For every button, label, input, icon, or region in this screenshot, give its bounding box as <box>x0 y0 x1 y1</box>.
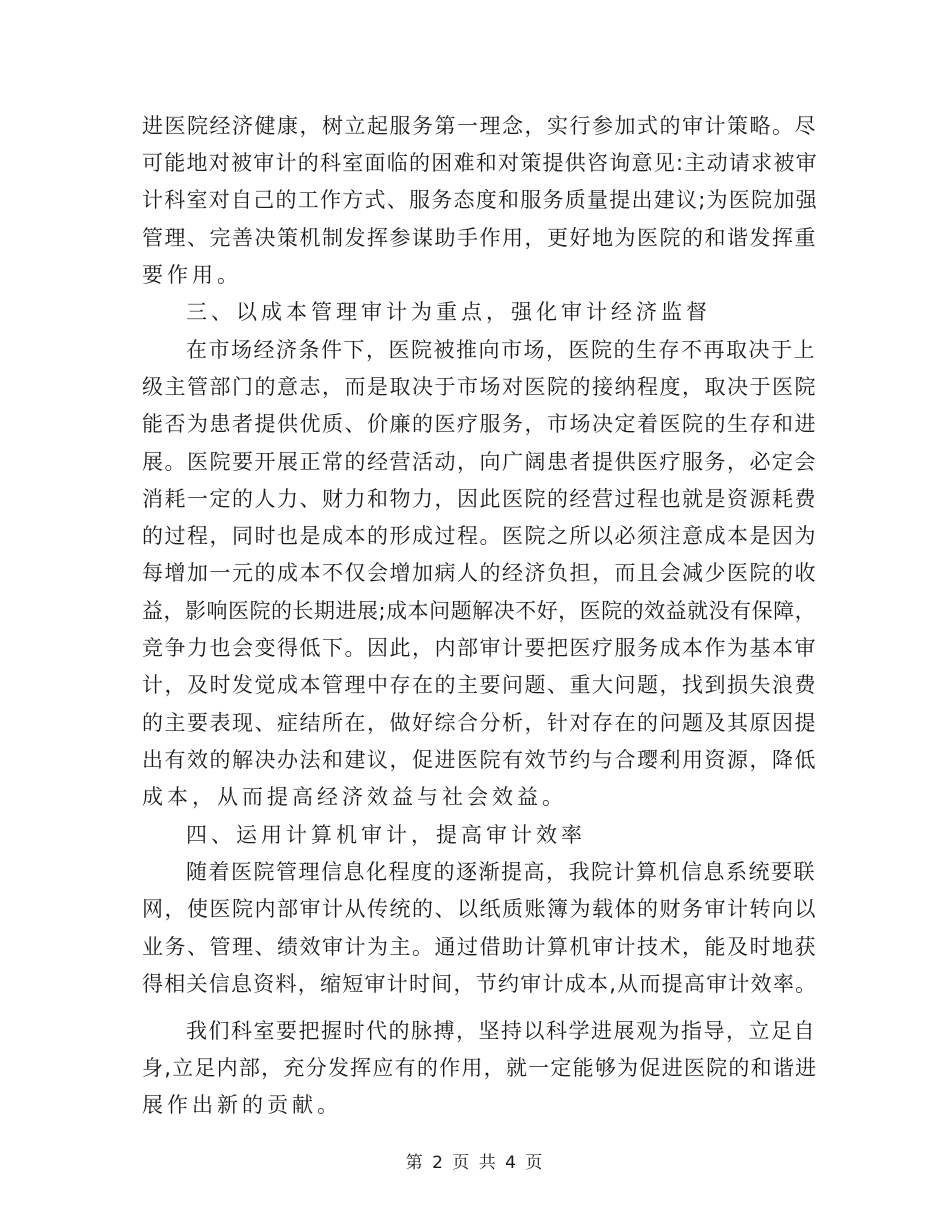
body-line: 要作用。 <box>142 263 242 287</box>
body-line: 展。医院要开展正常的经营活动，向广阔患者提供医疗服务，必定会 <box>142 450 817 474</box>
body-line: 业务、管理、绩效审计为主。通过借助计算机审计技术，能及时地获 <box>142 935 817 959</box>
footer-middle: 页 共 <box>452 1153 498 1173</box>
body-line: 出有效的解决办法和建议，促进医院有效节约与合璎利用资源，降低 <box>142 748 817 772</box>
body-line: 消耗一定的人力、财力和物力，因此医院的经营过程也就是资源耗费 <box>142 487 817 511</box>
body-line: 益，影响医院的长期进展;成本问题解决不好，医院的效益就没有保障， <box>142 599 817 623</box>
body-line: 展作出新的贡献。 <box>142 1093 342 1117</box>
section-heading: 四、运用计算机审计，提高审计效率 <box>186 823 586 847</box>
body-line: 身,立足内部，充分发挥应有的作用，就一定能够为促进医院的和谐进 <box>142 1056 818 1080</box>
body-line: 可能地对被审计的科室面临的困难和对策提供咨询意见:主动请求被审 <box>142 151 818 175</box>
body-line: 计，及时发觉成本管理中存在的主要问题、重大问题，找到损失浪费 <box>142 673 817 697</box>
body-line: 计科室对自己的工作方式、服务态度和服务质量提出建议;为医院加强 <box>142 188 818 212</box>
body-line: 成本，从而提高经济效益与社会效益。 <box>142 785 567 809</box>
footer-prefix: 第 <box>405 1153 425 1173</box>
body-line: 得相关信息资料，缩短审计时间，节约审计成本,从而提高审计效率。 <box>142 972 818 996</box>
body-line: 进医院经济健康，树立起服务第一理念，实行参加式的审计策略。尽 <box>142 114 817 138</box>
footer-suffix: 页 <box>525 1153 545 1173</box>
body-line: 的主要表现、症结所在，做好综合分析，针对存在的问题及其原因提 <box>142 711 817 735</box>
body-line: 网，使医院内部审计从传统的、以纸质账簿为载体的财务审计转向以 <box>142 897 817 921</box>
footer-page-number: 2 <box>432 1153 445 1173</box>
body-line: 竞争力也会变得低下。因此，内部审计要把医疗服务成本作为基本审 <box>142 636 817 660</box>
body-line: 的过程，同时也是成本的形成过程。医院之所以必须注意成本是因为 <box>142 524 817 548</box>
body-line: 每增加一元的成本不仅会增加病人的经济负担，而且会减少医院的收 <box>142 561 817 585</box>
body-line: 在市场经济条件下，医院被推向市场，医院的生存不再取决于上 <box>186 338 816 362</box>
body-line: 我们科室要把握时代的脉搏，坚持以科学进展观为指导，立足自 <box>186 1019 816 1043</box>
page-footer <box>0 1148 950 1173</box>
section-heading: 三、以成本管理审计为重点，强化审计经济监督 <box>186 300 711 324</box>
body-line: 管理、完善决策机制发挥参谋助手作用，更好地为医院的和谐发挥重 <box>142 226 817 250</box>
footer-total-pages: 4 <box>505 1153 518 1173</box>
body-line: 能否为患者提供优质、价廉的医疗服务，市场决定着医院的生存和进 <box>142 412 817 436</box>
body-line: 级主管部门的意志，而是取决于市场对医院的接纳程度，取决于医院 <box>142 375 817 399</box>
body-line: 随着医院管理信息化程度的逐渐提高，我院计算机信息系统要联 <box>186 860 816 884</box>
